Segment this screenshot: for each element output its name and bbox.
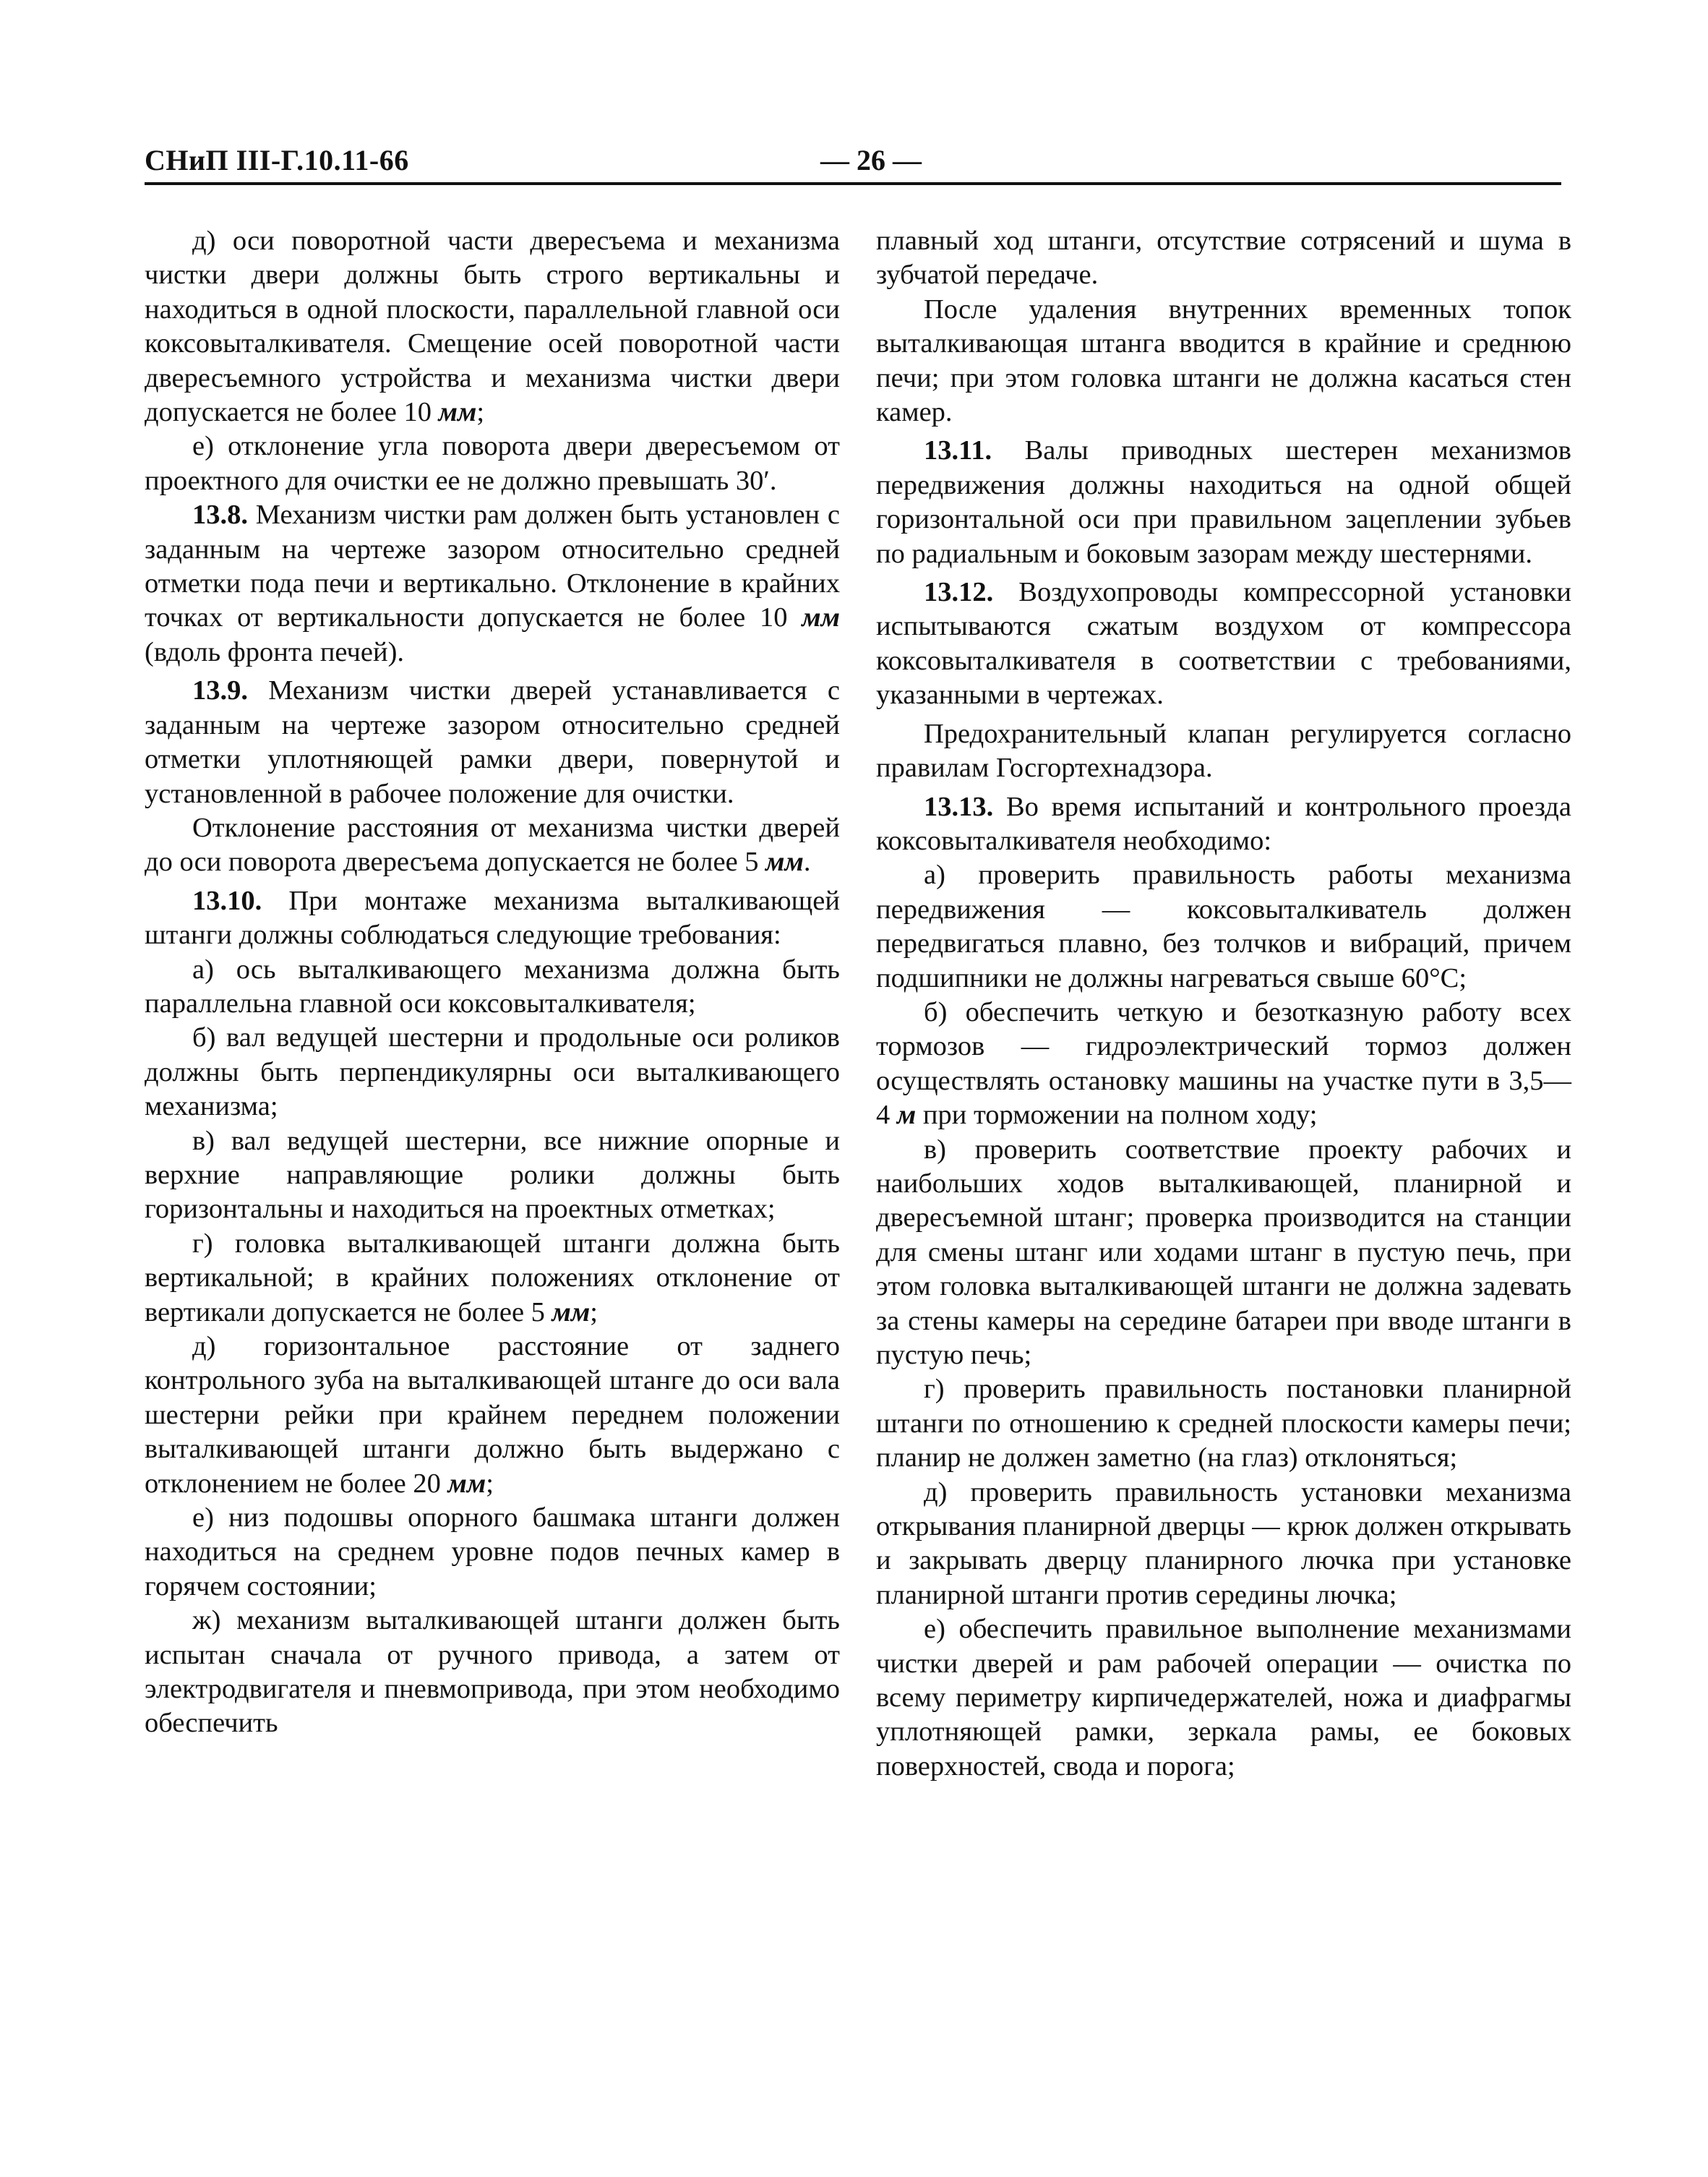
right-column	[876, 224, 1571, 1784]
clause-13-9: 13.9. Механизм чистки дверей устанавливается с заданным на чертеже зазором относительно средней отметки уплотняющей рамки двери, повернутой и установленной в рабочее положение для очистки.	[145, 675, 840, 809]
header-rule	[145, 182, 1561, 185]
list-item: а) ось выталкивающего механизма должна быть параллельна главной оси коксовыталкивателя;	[145, 954, 840, 1019]
list-item: ж) механизм выталкивающей штанги должен быть испытан сначала от ручного привода, а затем от электродвигателя и пневмопривода, при этом необходимо обеспечить	[145, 1605, 840, 1739]
list-item: е) обеспечить правильное выполнение механизмами чистки дверей и рам рабочей операции — очистка по всему периметру кирпичедержателей, ножа и диафрагмы уплотняющей рамки, зеркала рамы, ее боковых поверхностей, свода и порога;	[876, 1614, 1571, 1782]
paragraph: д) оси поворотной части двересъема и механизма чистки двери должны быть строго вертикальны и находиться в одной плоскости, параллельной главной оси коксовыталкивателя. Смещение осей поворотной части двересъемного устройства и механизма чистки двери допускается не более 10 мм;	[145, 226, 840, 428]
clause-13-8: 13.8. Механизм чистки рам должен быть установлен с заданным на чертеже зазором относительно средней отметки пода печи и вертикально. Отклонение в крайних точках от вертикальности допускается не более 10 мм (вдоль фронта печей).	[145, 500, 840, 667]
paragraph-continuation: плавный ход штанги, отсутствие сотрясений и шума в зубчатой передаче.	[876, 226, 1571, 291]
list-item: г) головка выталкивающей штанги должна быть вертикальной; в крайних положениях отклонение от вертикали допускается не более 5 мм;	[145, 1228, 840, 1327]
list-item: в) вал ведущей шестерни, все нижние опорные и верхние направляющие ролики должны быть горизонтальны и находиться на проектных отметках;	[145, 1125, 840, 1225]
clause-13-13: 13.13. Во время испытаний и контрольного проезда коксовыталкивателя необходимо:	[876, 791, 1571, 856]
clause-13-10: 13.10. При монтаже механизма выталкивающей штанги должны соблюдаться следующие требования:	[145, 885, 840, 951]
list-item: б) обеспечить четкую и безотказную работу всех тормозов — гидроэлектрический тормоз должен осуществлять остановку машины на участке пути в 3,5—4 м при торможении на полном ходу;	[876, 996, 1571, 1131]
list-item: д) проверить правильность установки механизма открывания планирной дверцы — крюк должен открывать и закрывать дверцу планирного лючка при установке планирной штанги против середины лючка;	[876, 1476, 1571, 1610]
paragraph: Отклонение расстояния от механизма чистки дверей до оси поворота двересъема допускается не более 5 мм.	[145, 812, 840, 878]
list-item: в) проверить соответствие проекту рабочих и наибольших ходов выталкивающей, планирной и двересъемной штанг; проверка производится на станции для смены штанг или ходами штанг в пустую печь, при этом головка выталкивающей штанги не должна задевать за стены камеры на середине батареи при вводе штанги в пустую печь;	[876, 1134, 1571, 1370]
list-item: б) вал ведущей шестерни и продольные оси роликов должны быть перпендикулярны оси выталкивающего механизма;	[145, 1022, 840, 1122]
list-item: д) горизонтальное расстояние от заднего контрольного зуба на выталкивающей штанге до оси вала шестерни рейки при крайнем переднем положении выталкивающей штанги должно быть выдержано с отклонением не более 20 мм;	[145, 1331, 840, 1499]
clause-13-12: 13.12. Воздухопроводы компрессорной установки испытываются сжатым воздухом от компрессора коксовыталкивателя в соответствии с требованиями, указанными в чертежах.	[876, 577, 1571, 711]
document-code: СНиП III-Г.10.11-66	[145, 144, 409, 176]
list-item: г) проверить правильность постановки планирной штанги по отношению к средней плоскости камеры печи; планир не должен заметно (на глаз) отклоняться;	[876, 1374, 1571, 1474]
paragraph: Предохранительный клапан регулируется согласно правилам Госгортехнадзора.	[876, 718, 1571, 784]
page-number: — 26 —	[820, 144, 922, 176]
clause-13-11: 13.11. Валы приводных шестерен механизмов передвижения должны находиться на одной общей горизонтальной оси при правильном зацеплении зубьев по радиальным и боковым зазорам между шестернями.	[876, 435, 1571, 569]
page-header	[145, 139, 1561, 182]
list-item: е) низ подошвы опорного башмака штанги должен находиться на среднем уровне подов печных камер в горячем состоянии;	[145, 1502, 840, 1601]
paragraph: е) отклонение угла поворота двери двересъемом от проектного для очистки ее не должно превышать 30′.	[145, 431, 840, 496]
list-item: а) проверить правильность работы механизма передвижения — коксовыталкиватель должен передвигаться плавно, без толчков и вибраций, причем подшипники не должны нагреваться свыше 60°С;	[876, 860, 1571, 993]
paragraph: После удаления внутренних временных топок выталкивающая штанга вводится в крайние и среднюю печи; при этом головка штанги не должна касаться стен камер.	[876, 294, 1571, 428]
left-column	[145, 224, 840, 1741]
